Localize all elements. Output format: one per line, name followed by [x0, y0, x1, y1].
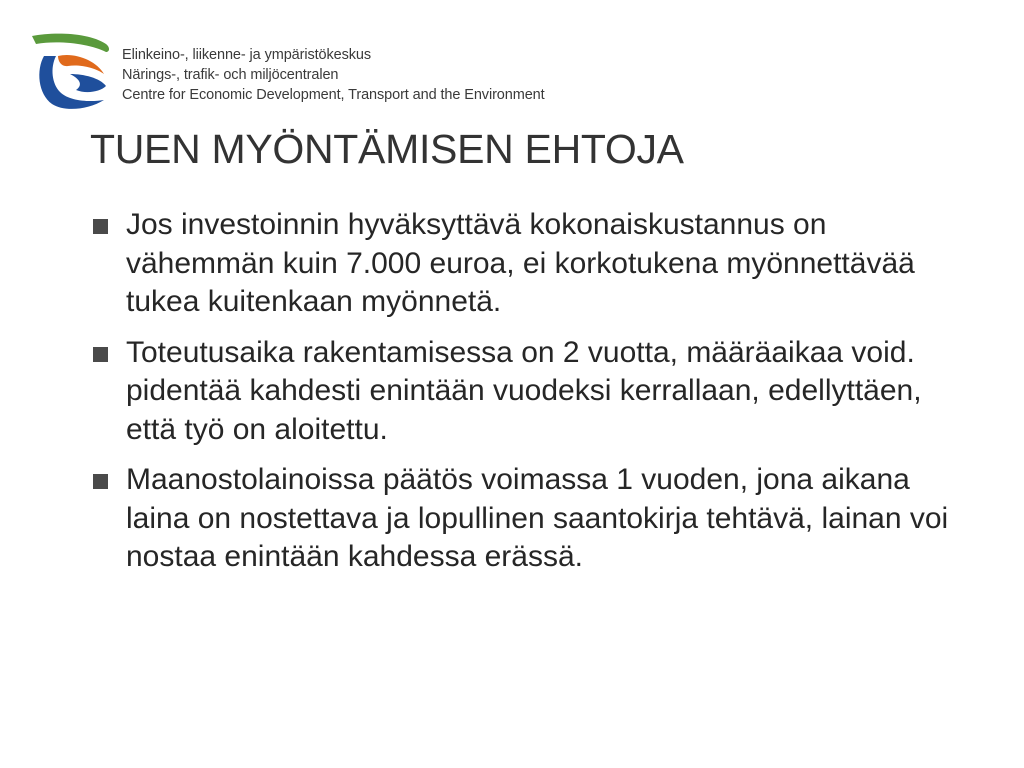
org-name-swedish: Närings-, trafik- och miljöcentralen — [122, 67, 339, 83]
bullet-text: Maanostolainoissa päätös voimassa 1 vuoden, jona aikana laina on nostettava ja lopullinen saantokirja tehtävä, lainan voi nostaa enintään kahdessa erässä. — [126, 463, 949, 573]
ely-centre-logo-icon — [30, 30, 112, 112]
bullet-text: Jos investoinnin hyväksyttävä kokonaiskustannus on vähemmän kuin 7.000 euroa, ei korkotukena myönnettävää tukea kuitenkaan myönnetä. — [126, 208, 915, 318]
org-name-english: Centre for Economic Development, Transport and the Environment — [122, 87, 545, 103]
bullet-item — [90, 206, 970, 322]
slide-title: TUEN MYÖNTÄMISEN EHTOJA — [90, 126, 684, 172]
org-name-finnish: Elinkeino-, liikenne- ja ympäristökeskus — [122, 47, 372, 63]
bullet-square-icon — [93, 347, 108, 362]
bullet-list — [90, 206, 970, 589]
bullet-item — [90, 461, 970, 577]
bullet-item — [90, 334, 970, 450]
bullet-text: Toteutusaika rakentamisessa on 2 vuotta, määräaikaa void. pidentää kahdesti enintään vuodeksi kerrallaan, edellyttäen, että työ on aloitettu. — [126, 335, 922, 446]
bullet-square-icon — [93, 219, 108, 234]
organization-names — [122, 45, 545, 105]
bullet-square-icon — [93, 474, 108, 489]
